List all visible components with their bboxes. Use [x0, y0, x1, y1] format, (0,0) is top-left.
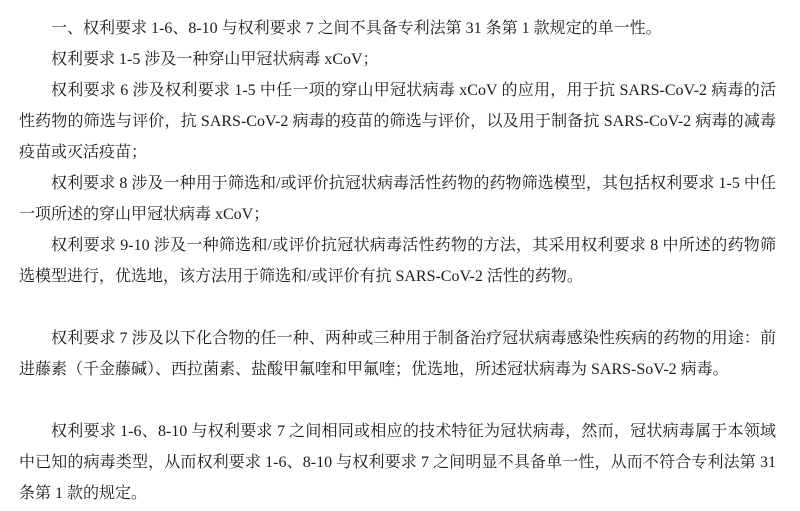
paragraph-claims-9-10: 权利要求 9-10 涉及一种筛选和/或评价抗冠状病毒活性药物的方法，其采用权利要求 8 中所述的药物筛选模型进行，优选地，该方法用于筛选和/或评价有抗 SARS-CoV-2 活性的药物。 — [19, 237, 776, 285]
paragraph-unity-conclusion: 一、权利要求 1-6、8-10 与权利要求 7 之间不具备专利法第 31 条第 1 款规定的单一性。 — [51, 20, 662, 37]
paragraph-claims-1-5: 权利要求 1-5 涉及一种穿山甲冠状病毒 xCoV； — [51, 51, 379, 68]
paragraph-unity-analysis: 权利要求 1-6、8-10 与权利要求 7 之间相同或相应的技术特征为冠状病毒，然而，冠状病毒属于本领域中已知的病毒类型，从而权利要求 1-6、8-10 与权利要求 7 之间明显不具备单一性，从而不符合专利法第 31 条第 1 款的规定。 — [19, 423, 776, 502]
paragraph-claim-8: 权利要求 8 涉及一种用于筛选和/或评价抗冠状病毒活性药物的药物筛选模型，其包括权利要求 1-5 中任一项所述的穿山甲冠状病毒 xCoV； — [19, 175, 776, 223]
paragraph-claim-6: 权利要求 6 涉及权利要求 1-5 中任一项的穿山甲冠状病毒 xCoV 的应用，用于抗 SARS-CoV-2 病毒的活性药物的筛选与评价，抗 SARS-CoV-2 病毒的疫苗的筛选与评价，以及用于制备抗 SARS-CoV-2 病毒的减毒疫苗或灭活疫苗； — [19, 82, 776, 161]
paragraph-claim-7: 权利要求 7 涉及以下化合物的任一种、两种或三种用于制备治疗冠状病毒感染性疾病的药物的用途：前进藤素（千金藤碱）、西拉菌素、盐酸甲氟喹和甲氟喹；优选地，所述冠状病毒为 SARS-SoV-2 病毒。 — [19, 330, 776, 378]
